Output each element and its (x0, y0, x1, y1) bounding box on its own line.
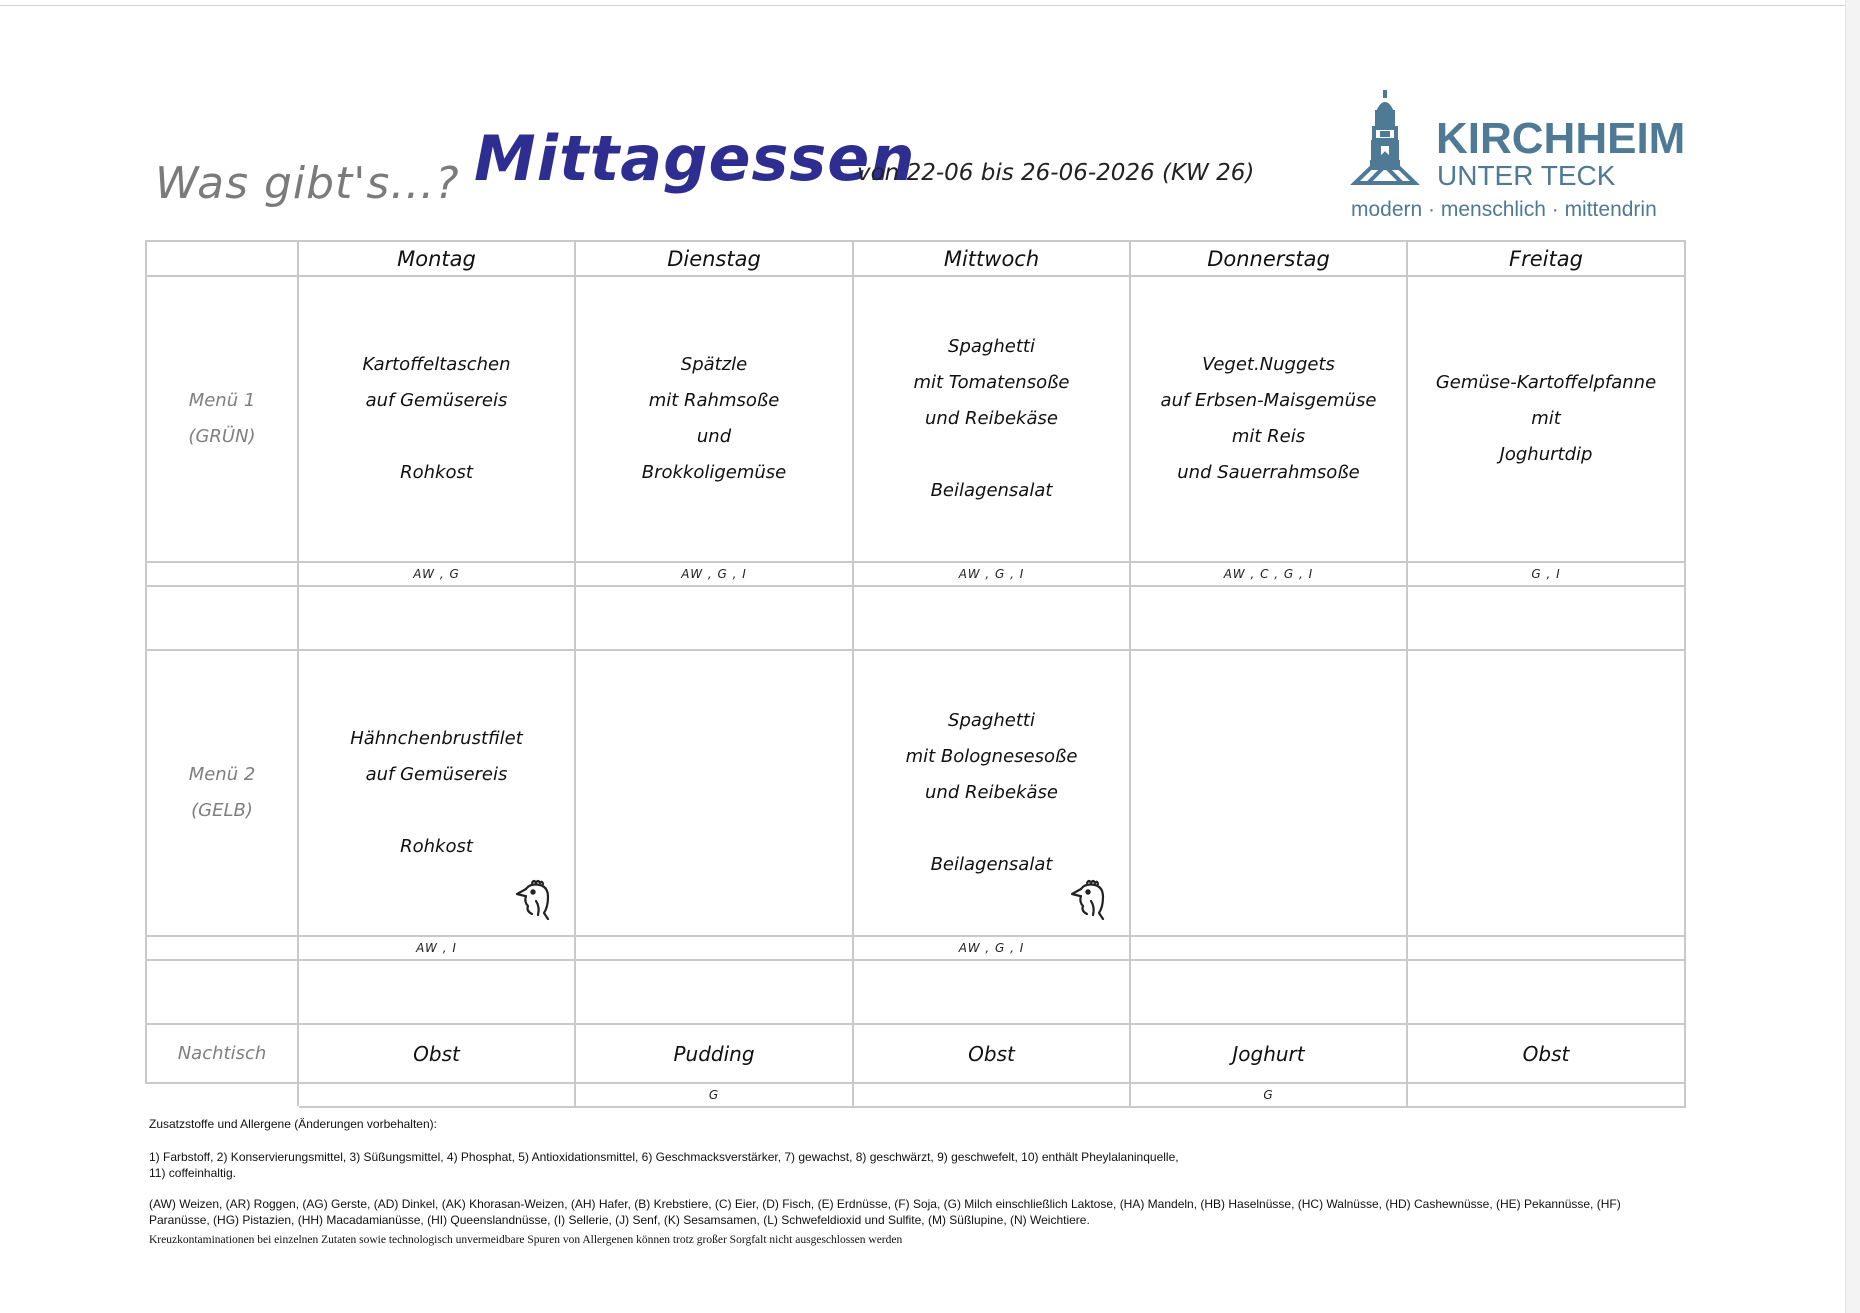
dessert-thursday: Joghurt (1130, 1024, 1407, 1083)
corner-cell (146, 241, 298, 276)
dessert-label: Nachtisch (146, 1024, 298, 1083)
dish-line: mit Reis (1231, 426, 1306, 447)
dish-line: Rohkost (400, 462, 473, 483)
footer-additives-line1: 1) Farbstoff, 2) Konservierungsmittel, 3) Süßungsmittel, 4) Phosphat, 5) Antioxidationsmittel, 6) Geschmacksverstärker, 7) gewachst, 8) geschwärzt, 9) geschwefelt, 10) enthält Pheylalaninquelle, (149, 1150, 1179, 1164)
dish-line: Brokkoligemüse (641, 462, 787, 483)
dessert-friday: Obst (1407, 1024, 1685, 1083)
dish-line: Beilagensalat (930, 854, 1053, 875)
dish-line: Gemüse-Kartoffelpfanne (1435, 372, 1657, 393)
dish-line: mit (1531, 408, 1561, 429)
menu1-dish-thursday (1130, 276, 1407, 562)
menu2-allergens-wednesday: AW , G , I (853, 936, 1130, 960)
menu2-dish-friday (1407, 650, 1685, 936)
spacer-cell (575, 960, 853, 1024)
spacer-cell (853, 960, 1130, 1024)
dish-line: Joghurtdip (1499, 444, 1593, 465)
menu2-label-color: (GELB) (191, 800, 253, 821)
spacer-cell (853, 586, 1130, 650)
footer-heading: Zusatzstoffe und Allergene (Änderungen vorbehalten): (149, 1117, 437, 1131)
menu1-row (146, 276, 1685, 562)
spacer-cell (298, 960, 575, 1024)
menu2-dish-thursday (1130, 650, 1407, 936)
dish-line: Spaghetti (948, 710, 1035, 731)
menu1-label-title: Menü 1 (188, 390, 256, 411)
tagline: Was gibt's...? (155, 158, 460, 209)
logo-subname: UNTER TECK (1437, 160, 1616, 191)
day-header-thursday: Donnerstag (1130, 241, 1407, 276)
footer-allergens-line2: Paranüsse, (HG) Pistazien, (HH) Macadamianüsse, (HI) Queenslandnüsse, (I) Sellerie, (J) Senf, (K) Sesamsamen, (L) Schwefeldioxid und Sulfite, (M) Süßlupine, (N) Weichtiere. (149, 1213, 1090, 1227)
dish-line: mit Rahmsoße (648, 390, 780, 411)
dish-line: Hähnchenbrustfilet (350, 728, 523, 749)
menu-table (145, 240, 1686, 1108)
dish-line: Veget.Nuggets (1202, 354, 1335, 375)
dish-line: Kartoffeltaschen (362, 354, 511, 375)
menu1-dish-wednesday (853, 276, 1130, 562)
menu2-label (146, 650, 298, 936)
spacer-cell (1130, 586, 1407, 650)
date-range: von 22-06 bis 26-06-2026 (KW 26) (857, 160, 1255, 186)
day-header-tuesday: Dienstag (575, 241, 853, 276)
spacer-cell (146, 960, 298, 1024)
menu1-allergens-friday: G , I (1407, 562, 1685, 586)
dish-line: auf Gemüsereis (365, 390, 508, 411)
menu1-dish-monday (298, 276, 575, 562)
spacer-cell (1130, 960, 1407, 1024)
dish-line (854, 437, 1129, 473)
dish-line: und (696, 426, 732, 447)
page-title: Mittagessen (474, 122, 916, 195)
menu1-dish-friday (1407, 276, 1685, 562)
allergen-label-cell (146, 1083, 298, 1107)
menu1-label (146, 276, 298, 562)
dessert-allergens-wednesday (853, 1083, 1130, 1107)
spacer-row (146, 960, 1685, 1024)
dish-line: Rohkost (400, 836, 473, 857)
chicken-icon (512, 877, 556, 925)
allergen-label-cell (146, 562, 298, 586)
dish-line: mit Bolognesesoße (905, 746, 1078, 767)
spacer-cell (146, 586, 298, 650)
menu2-allergens-tuesday (575, 936, 853, 960)
logo-slogan: modern · menschlich · mittendrin (1351, 198, 1657, 221)
dessert-allergen-row (146, 1083, 1685, 1107)
menu2-allergens-monday: AW , I (298, 936, 575, 960)
chicken-icon (1067, 877, 1111, 925)
dish-line: Spaghetti (948, 336, 1035, 357)
dessert-allergens-monday (298, 1083, 575, 1107)
spacer-cell (575, 586, 853, 650)
day-header-monday: Montag (298, 241, 575, 276)
dish-line: auf Gemüsereis (365, 764, 508, 785)
day-header-wednesday: Mittwoch (853, 241, 1130, 276)
menu1-allergens-wednesday: AW , G , I (853, 562, 1130, 586)
menu2-dish-monday (298, 650, 575, 936)
logo-name: KIRCHHEIM (1436, 114, 1686, 163)
menu2-dish-tuesday (575, 650, 853, 936)
dish-line: und Reibekäse (925, 782, 1058, 803)
dessert-allergens-tuesday: G (575, 1083, 853, 1107)
menu2-dish-wednesday (853, 650, 1130, 936)
dish-line: mit Tomatensoße (913, 372, 1070, 393)
dish-line (299, 793, 574, 829)
menu1-allergens-tuesday: AW , G , I (575, 562, 853, 586)
menu2-allergen-row (146, 936, 1685, 960)
dish-line (299, 419, 574, 455)
menu1-label-color: (GRÜN) (188, 426, 256, 447)
dessert-tuesday: Pudding (575, 1024, 853, 1083)
menu1-dish-tuesday (575, 276, 853, 562)
dish-line: und Reibekäse (925, 408, 1058, 429)
dessert-allergens-friday (1407, 1083, 1685, 1107)
spacer-row (146, 586, 1685, 650)
spacer-cell (1407, 586, 1685, 650)
dish-line: Spätzle (680, 354, 748, 375)
footer-allergens-line1: (AW) Weizen, (AR) Roggen, (AG) Gerste, (AD) Dinkel, (AK) Khorasan-Weizen, (AH) Hafer, (B) Krebstiere, (C) Eier, (D) Fisch, (E) Erdnüsse, (F) Soja, (G) Milch einschließlich Laktose, (HA) Mandeln, (HB) Haselnüsse, (HC) Walnüsse, (HD) Cashewnüsse, (HE) Pekannüsse, (HF) (149, 1197, 1621, 1211)
menu2-row (146, 650, 1685, 936)
dish-line (854, 811, 1129, 847)
dish-line: auf Erbsen-Maisgemüse (1160, 390, 1377, 411)
footer-additives-line2: 11) coffeinhaltig. (149, 1166, 236, 1180)
menu1-allergens-thursday: AW , C , G , I (1130, 562, 1407, 586)
dessert-wednesday: Obst (853, 1024, 1130, 1083)
footer-disclaimer: Kreuzkontaminationen bei einzelnen Zutaten sowie technologisch unvermeidbare Spuren von Allergenen können trotz großer Sorgfalt nicht ausgeschlossen werden (149, 1234, 903, 1246)
menu1-allergens-monday: AW , G (298, 562, 575, 586)
dish-line: Beilagensalat (930, 480, 1053, 501)
menu2-allergens-friday (1407, 936, 1685, 960)
menu2-label-title: Menü 2 (188, 764, 256, 785)
dessert-row (146, 1024, 1685, 1083)
menu1-allergen-row (146, 562, 1685, 586)
day-header-friday: Freitag (1407, 241, 1685, 276)
page-top-border (0, 5, 1845, 6)
dessert-allergens-thursday: G (1130, 1083, 1407, 1107)
dessert-monday: Obst (298, 1024, 575, 1083)
allergen-label-cell (146, 936, 298, 960)
dish-line: und Sauerrahmsoße (1177, 462, 1360, 483)
spacer-cell (1407, 960, 1685, 1024)
menu2-allergens-thursday (1130, 936, 1407, 960)
spacer-cell (298, 586, 575, 650)
day-header-row (146, 241, 1685, 276)
viewer-margin (1846, 0, 1860, 1313)
